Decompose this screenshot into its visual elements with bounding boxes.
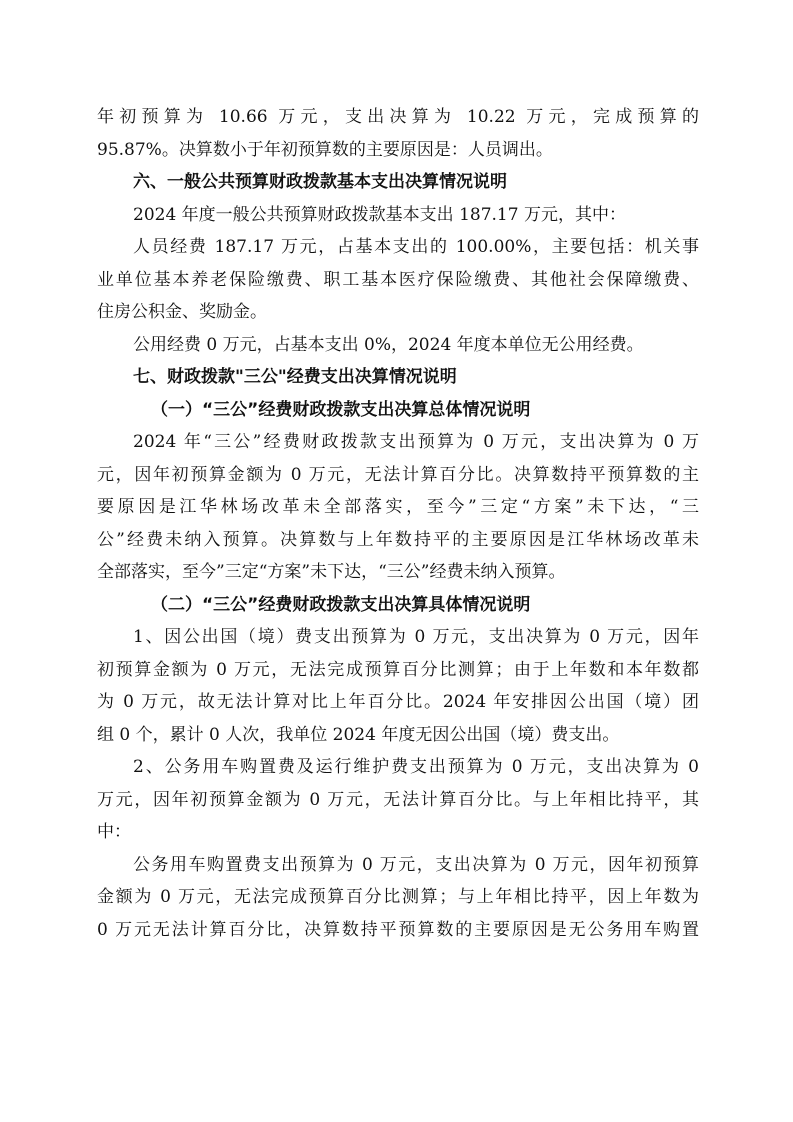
text-line: 住房公积金、奖励金。 bbox=[97, 302, 267, 322]
section-heading-6: 六、一般公共预算财政拨款基本支出决算情况说明 bbox=[133, 172, 507, 192]
text-line: 0 万元无法计算百分比，决算数持平预算数的主要原因是无公务用车购置 bbox=[97, 919, 699, 940]
text-line: 公”经费未纳入预算。决算数与上年数持平的主要原因是江华林场改革未 bbox=[97, 529, 699, 550]
text-line: 金额为 0 万元，无法完成预算百分比测算；与上年相比持平，因上年数为 bbox=[97, 887, 699, 907]
text-line: 公务用车购置费支出预算为 0 万元，支出决算为 0 万元，因年初预算 bbox=[133, 854, 699, 875]
text-line: 人员经费 187.17 万元，占基本支出的 100.00%，主要包括：机关事 bbox=[133, 237, 699, 257]
document-body bbox=[97, 101, 699, 946]
text-line: 业单位基本养老保险缴费、职工基本医疗保险缴费、其他社会保障缴费、 bbox=[97, 269, 699, 290]
text-line: 万元，因年初预算金额为 0 万元，无法计算百分比。与上年相比持平，其 bbox=[97, 789, 699, 810]
text-line: 2024 年“三公”经费财政拨款支出预算为 0 万元，支出决算为 0 万 bbox=[133, 432, 699, 452]
text-line: 组 0 个，累计 0 人次，我单位 2024 年度无因公出国（境）费支出。 bbox=[97, 724, 620, 745]
text-line: 元，因年初预算金额为 0 万元，无法计算百分比。决算数持平预算数的主 bbox=[97, 464, 699, 485]
text-line: 年初预算为 10.66 万元，支出决算为 10.22 万元，完成预算的 bbox=[97, 107, 699, 127]
text-line: 公用经费 0 万元，占基本支出 0%，2024 年度本单位无公用经费。 bbox=[133, 334, 644, 355]
text-line: 初预算金额为 0 万元，无法完成预算百分比测算；由于上年数和本年数都 bbox=[97, 659, 699, 680]
text-line: 中： bbox=[97, 822, 131, 842]
text-line: 2024 年度一般公共预算财政拨款基本支出 187.17 万元，其中： bbox=[133, 204, 626, 225]
section-heading-7: 七、财政拨款"三公"经费支出决算情况说明 bbox=[133, 367, 457, 387]
text-line: 为 0 万元，故无法计算对比上年百分比。2024 年安排因公出国（境）团 bbox=[97, 692, 699, 712]
subsection-heading-2: （二）“三公”经费财政拨款支出决算具体情况说明 bbox=[151, 594, 531, 615]
subsection-heading-1: （一）“三公”经费财政拨款支出决算总体情况说明 bbox=[151, 399, 531, 420]
text-line: 要原因是江华林场改革未全部落实，至今”三定“方案”未下达，“三 bbox=[97, 497, 699, 517]
text-line: 全部落实，至今”三定“方案”未下达，“三公”经费未纳入预算。 bbox=[97, 562, 566, 582]
text-line: 2、公务用车购置费及运行维护费支出预算为 0 万元，支出决算为 0 bbox=[133, 757, 699, 777]
text-line: 95.87%。决算数小于年初预算数的主要原因是：人员调出。 bbox=[97, 139, 553, 160]
text-line: 1、因公出国（境）费支出预算为 0 万元，支出决算为 0 万元，因年 bbox=[133, 627, 699, 647]
